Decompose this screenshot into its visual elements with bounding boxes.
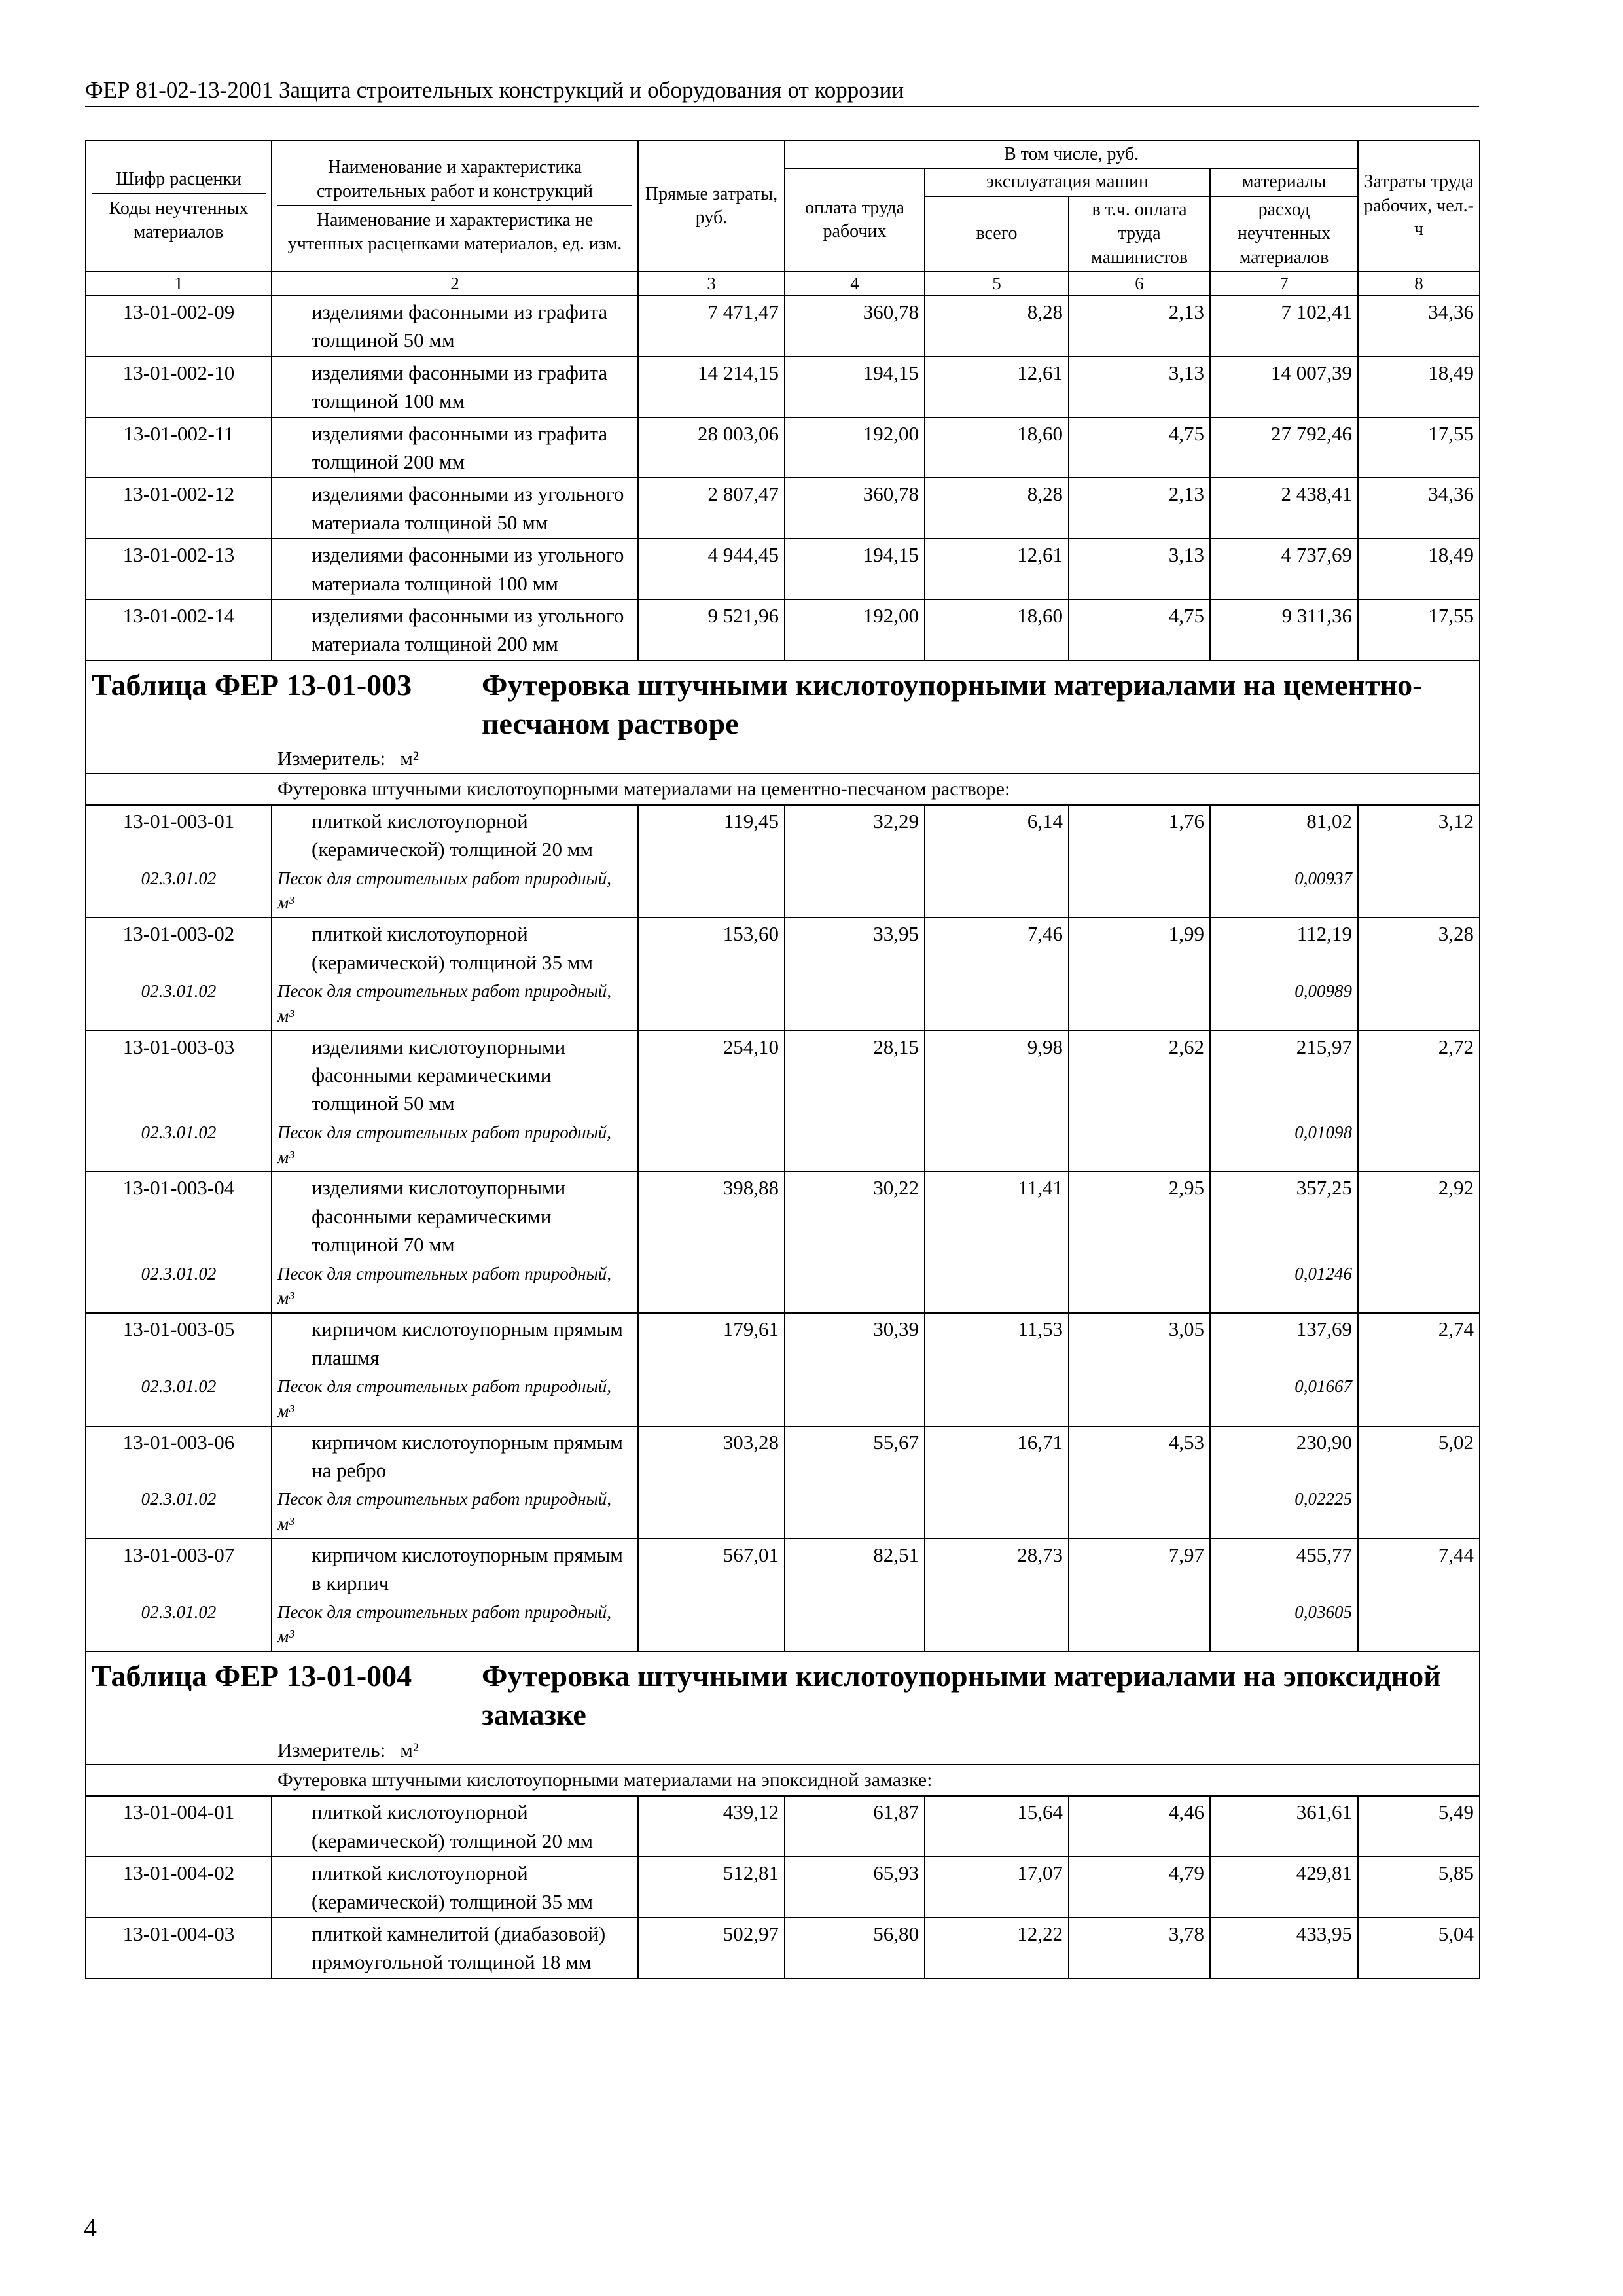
table-row — [86, 296, 1480, 357]
cell-mat: 215,97 — [1210, 1031, 1358, 1119]
group-title: Футеровка штучными кислотоупорными материалами на цементно-песчаном растворе: — [86, 774, 1480, 805]
cell-mach-labor: 3,13 — [1069, 357, 1210, 418]
empty-cell — [1069, 865, 1210, 918]
empty-cell — [785, 1599, 925, 1652]
measure-unit: м² — [400, 747, 419, 770]
empty-cell — [1069, 1373, 1210, 1426]
cell-mach: 12,61 — [925, 539, 1069, 600]
material-qty: 0,03605 — [1210, 1599, 1358, 1652]
rate-name: плиткой кислотоупорной (керамической) толщиной 35 мм — [272, 1857, 638, 1918]
cell-labor: 192,00 — [785, 600, 925, 660]
empty-cell — [925, 1599, 1069, 1652]
col2-header-bottom: Наименование и характеристика не учтенных расценками материалов, ед. изм. — [287, 209, 622, 255]
rate-name: плиткой кислотоупорной (керамической) толщиной 20 мм — [272, 805, 638, 865]
rate-code: 13-01-002-12 — [86, 478, 272, 539]
cell-mat: 14 007,39 — [1210, 357, 1358, 418]
cell-labor: 194,15 — [785, 357, 925, 418]
material-qty: 0,01246 — [1210, 1261, 1358, 1314]
empty-cell — [925, 865, 1069, 918]
cell-mach: 6,14 — [925, 805, 1069, 865]
materials-header: материалы — [1210, 168, 1358, 196]
rate-name: плиткой кислотоупорной (керамической) толщиной 35 мм — [272, 918, 638, 978]
cell-labor: 360,78 — [785, 478, 925, 539]
col6-header: в т.ч. оплата труда машинистов — [1069, 196, 1210, 272]
cell-mach-labor: 3,78 — [1069, 1918, 1210, 1979]
material-row — [86, 978, 1480, 1031]
cell-mach: 9,98 — [925, 1031, 1069, 1119]
cell-mach: 11,53 — [925, 1313, 1069, 1373]
column-number: 7 — [1210, 272, 1358, 296]
cell-labor: 65,93 — [785, 1857, 925, 1918]
cell-labor: 30,39 — [785, 1313, 925, 1373]
column-number: 2 — [272, 272, 638, 296]
cell-mach: 12,61 — [925, 357, 1069, 418]
cell-mat: 4 737,69 — [1210, 539, 1358, 600]
cell-hours: 3,28 — [1358, 918, 1480, 978]
cell-hours: 7,44 — [1358, 1539, 1480, 1599]
empty-cell — [638, 1486, 785, 1539]
cell-labor: 360,78 — [785, 296, 925, 357]
measure-label: Измеритель: — [277, 747, 386, 770]
measure — [92, 1736, 1474, 1764]
table-row — [86, 600, 1480, 660]
rate-code: 13-01-004-01 — [86, 1796, 272, 1857]
cell-mach: 17,07 — [925, 1857, 1069, 1918]
cell-hours: 34,36 — [1358, 478, 1480, 539]
cell-hours: 3,12 — [1358, 805, 1480, 865]
cell-mach-labor: 1,76 — [1069, 805, 1210, 865]
empty-cell — [638, 1261, 785, 1314]
cell-mach-labor: 4,75 — [1069, 418, 1210, 478]
page-header: ФЕР 81-02-13-2001 Защита строительных конструкций и оборудования от коррозии — [85, 77, 1479, 107]
col2-header-top: Наименование и характеристика строительных работ и конструкций — [277, 156, 632, 206]
table-row — [86, 539, 1480, 600]
cell-mach-labor: 3,13 — [1069, 539, 1210, 600]
material-row — [86, 1261, 1480, 1314]
cell-mach-labor: 4,46 — [1069, 1796, 1210, 1857]
cell-mach: 11,41 — [925, 1172, 1069, 1260]
empty-cell — [1358, 1119, 1480, 1172]
cell-mach-labor: 4,79 — [1069, 1857, 1210, 1918]
rate-name: изделиями фасонными из графита толщиной 50 мм — [272, 296, 638, 357]
rate-name: изделиями фасонными из угольного материала толщиной 100 мм — [272, 539, 638, 600]
empty-cell — [925, 1373, 1069, 1426]
cell-mach: 28,73 — [925, 1539, 1069, 1599]
cell-hours: 5,85 — [1358, 1857, 1480, 1918]
cell-mach-labor: 2,13 — [1069, 296, 1210, 357]
cell-mat: 2 438,41 — [1210, 478, 1358, 539]
cell-mach-labor: 4,53 — [1069, 1426, 1210, 1486]
cell-labor: 194,15 — [785, 539, 925, 600]
cell-hours: 2,74 — [1358, 1313, 1480, 1373]
cell-direct: 153,60 — [638, 918, 785, 978]
empty-cell — [925, 1486, 1069, 1539]
cell-mach: 8,28 — [925, 478, 1069, 539]
cell-mach-labor: 2,62 — [1069, 1031, 1210, 1119]
cell-direct: 254,10 — [638, 1031, 785, 1119]
table-id: Таблица ФЕР 13-01-003 — [92, 668, 412, 702]
measure — [92, 744, 1474, 772]
cell-labor: 33,95 — [785, 918, 925, 978]
machines-header: эксплуатация машин — [925, 168, 1210, 196]
material-qty: 0,00989 — [1210, 978, 1358, 1031]
cell-direct: 398,88 — [638, 1172, 785, 1260]
empty-cell — [925, 1261, 1069, 1314]
cell-direct: 7 471,47 — [638, 296, 785, 357]
table-row — [86, 1796, 1480, 1857]
cell-direct: 502,97 — [638, 1918, 785, 1979]
cell-mach-labor: 2,13 — [1069, 478, 1210, 539]
cell-labor: 28,15 — [785, 1031, 925, 1119]
cell-mat: 81,02 — [1210, 805, 1358, 865]
rate-code: 13-01-004-02 — [86, 1857, 272, 1918]
empty-cell — [785, 1119, 925, 1172]
empty-cell — [1069, 1486, 1210, 1539]
col4-header: оплата труда рабочих — [785, 168, 925, 272]
cell-mach: 12,22 — [925, 1918, 1069, 1979]
rate-code: 13-01-002-09 — [86, 296, 272, 357]
cell-labor: 32,29 — [785, 805, 925, 865]
table-caption-title — [92, 666, 1474, 744]
column-number: 1 — [86, 272, 272, 296]
empty-cell — [785, 1261, 925, 1314]
cell-mat: 433,95 — [1210, 1918, 1358, 1979]
rate-name: изделиями кислотоупорными фасонными керамическими толщиной 50 мм — [272, 1031, 638, 1119]
cell-mach: 16,71 — [925, 1426, 1069, 1486]
cell-mach-labor: 3,05 — [1069, 1313, 1210, 1373]
empty-cell — [785, 865, 925, 918]
material-code: 02.3.01.02 — [86, 1486, 272, 1539]
table-title: Футеровка штучными кислотоупорными материалами на цементно-песчаном растворе — [482, 668, 1423, 740]
table-row — [86, 357, 1480, 418]
table-caption-title — [92, 1657, 1474, 1734]
col3-header: Прямые затраты, руб. — [638, 141, 785, 272]
cell-direct: 439,12 — [638, 1796, 785, 1857]
cell-labor: 56,80 — [785, 1918, 925, 1979]
col1-header-bottom: Коды неучтенных материалов — [109, 198, 249, 243]
empty-cell — [1358, 978, 1480, 1031]
empty-cell — [785, 1373, 925, 1426]
cell-labor: 55,67 — [785, 1426, 925, 1486]
cell-mat: 7 102,41 — [1210, 296, 1358, 357]
table-row — [86, 1313, 1480, 1373]
rate-code: 13-01-003-02 — [86, 918, 272, 978]
column-number: 3 — [638, 272, 785, 296]
table-caption-row — [86, 1651, 1480, 1765]
col1-header-top: Шифр расценки — [92, 168, 266, 194]
cell-direct: 567,01 — [638, 1539, 785, 1599]
cell-direct: 119,45 — [638, 805, 785, 865]
material-qty: 0,00937 — [1210, 865, 1358, 918]
empty-cell — [785, 978, 925, 1031]
cell-mach: 18,60 — [925, 418, 1069, 478]
cell-mat: 230,90 — [1210, 1426, 1358, 1486]
material-row — [86, 1373, 1480, 1426]
material-name: Песок для строительных работ природный, м³ — [272, 1261, 638, 1314]
empty-cell — [925, 978, 1069, 1031]
empty-cell — [1358, 1486, 1480, 1539]
cell-direct: 2 807,47 — [638, 478, 785, 539]
cell-labor: 192,00 — [785, 418, 925, 478]
cell-direct: 9 521,96 — [638, 600, 785, 660]
table-row — [86, 1031, 1480, 1119]
material-name: Песок для строительных работ природный, м³ — [272, 865, 638, 918]
cell-hours: 17,55 — [1358, 600, 1480, 660]
cell-mat: 357,25 — [1210, 1172, 1358, 1260]
cell-labor: 30,22 — [785, 1172, 925, 1260]
col8-header: Затраты труда рабочих, чел.-ч — [1358, 141, 1480, 272]
cell-mach: 15,64 — [925, 1796, 1069, 1857]
table-caption — [86, 1651, 1480, 1765]
cell-mach: 7,46 — [925, 918, 1069, 978]
table-row — [86, 805, 1480, 865]
cell-mat: 455,77 — [1210, 1539, 1358, 1599]
cell-hours: 2,72 — [1358, 1031, 1480, 1119]
table-row — [86, 478, 1480, 539]
cell-direct: 14 214,15 — [638, 357, 785, 418]
table-row — [86, 1172, 1480, 1260]
rate-name: кирпичом кислотоупорным прямым на ребро — [272, 1426, 638, 1486]
rate-code: 13-01-003-04 — [86, 1172, 272, 1260]
empty-cell — [1358, 1261, 1480, 1314]
rate-name: плиткой камнелитой (диабазовой) прямоугольной толщиной 18 мм — [272, 1918, 638, 1979]
table-id: Таблица ФЕР 13-01-004 — [92, 1659, 412, 1693]
cell-mat: 9 311,36 — [1210, 600, 1358, 660]
material-code: 02.3.01.02 — [86, 1261, 272, 1314]
cell-hours: 17,55 — [1358, 418, 1480, 478]
cell-labor: 82,51 — [785, 1539, 925, 1599]
material-code: 02.3.01.02 — [86, 1119, 272, 1172]
empty-cell — [1358, 1599, 1480, 1652]
empty-cell — [925, 1119, 1069, 1172]
cell-hours: 5,04 — [1358, 1918, 1480, 1979]
table-body — [86, 296, 1480, 1979]
cell-direct: 28 003,06 — [638, 418, 785, 478]
material-name: Песок для строительных работ природный, м³ — [272, 1119, 638, 1172]
measure-unit: м² — [400, 1738, 419, 1762]
empty-cell — [785, 1486, 925, 1539]
rate-code: 13-01-002-14 — [86, 600, 272, 660]
table-row — [86, 918, 1480, 978]
material-row — [86, 1599, 1480, 1652]
empty-cell — [1069, 1261, 1210, 1314]
rate-name: изделиями фасонными из угольного материала толщиной 200 мм — [272, 600, 638, 660]
cell-hours: 5,02 — [1358, 1426, 1480, 1486]
material-qty: 0,01667 — [1210, 1373, 1358, 1426]
column-number: 4 — [785, 272, 925, 296]
table-row — [86, 1857, 1480, 1918]
group-title: Футеровка штучными кислотоупорными материалами на эпоксидной замазке: — [86, 1765, 1480, 1796]
column-number: 6 — [1069, 272, 1210, 296]
material-row — [86, 1119, 1480, 1172]
cell-mach-labor: 4,75 — [1069, 600, 1210, 660]
cell-direct: 512,81 — [638, 1857, 785, 1918]
cell-labor: 61,87 — [785, 1796, 925, 1857]
material-code: 02.3.01.02 — [86, 1373, 272, 1426]
cell-hours: 34,36 — [1358, 296, 1480, 357]
rate-code: 13-01-003-06 — [86, 1426, 272, 1486]
material-code: 02.3.01.02 — [86, 865, 272, 918]
rate-code: 13-01-003-05 — [86, 1313, 272, 1373]
empty-cell — [638, 1373, 785, 1426]
page-number: 4 — [84, 2213, 97, 2242]
rate-code: 13-01-003-03 — [86, 1031, 272, 1119]
incl-header: В том числе, руб. — [785, 141, 1358, 168]
empty-cell — [638, 978, 785, 1031]
cell-direct: 179,61 — [638, 1313, 785, 1373]
cell-mach-labor: 2,95 — [1069, 1172, 1210, 1260]
cell-mat: 429,81 — [1210, 1857, 1358, 1918]
rate-name: изделиями фасонными из графита толщиной 200 мм — [272, 418, 638, 478]
col5-header: всего — [925, 196, 1069, 272]
rate-name: плиткой кислотоупорной (керамической) толщиной 20 мм — [272, 1796, 638, 1857]
cell-mat: 112,19 — [1210, 918, 1358, 978]
rate-name: изделиями фасонными из графита толщиной 100 мм — [272, 357, 638, 418]
rate-code: 13-01-002-13 — [86, 539, 272, 600]
table-row — [86, 1539, 1480, 1599]
material-row — [86, 1486, 1480, 1539]
rates-table — [85, 140, 1480, 1979]
material-name: Песок для строительных работ природный, м³ — [272, 978, 638, 1031]
empty-cell — [638, 1119, 785, 1172]
material-name: Песок для строительных работ природный, м³ — [272, 1599, 638, 1652]
cell-mach: 8,28 — [925, 296, 1069, 357]
group-row — [86, 774, 1480, 805]
material-qty: 0,01098 — [1210, 1119, 1358, 1172]
cell-direct: 4 944,45 — [638, 539, 785, 600]
rate-name: кирпичом кислотоупорным прямым плашмя — [272, 1313, 638, 1373]
rate-code: 13-01-003-07 — [86, 1539, 272, 1599]
cell-mach-labor: 7,97 — [1069, 1539, 1210, 1599]
material-name: Песок для строительных работ природный, м³ — [272, 1373, 638, 1426]
col2-header — [272, 141, 638, 272]
rate-code: 13-01-002-10 — [86, 357, 272, 418]
rate-name: кирпичом кислотоупорным прямым в кирпич — [272, 1539, 638, 1599]
rate-name: изделиями кислотоупорными фасонными керамическими толщиной 70 мм — [272, 1172, 638, 1260]
rate-code: 13-01-002-11 — [86, 418, 272, 478]
empty-cell — [638, 1599, 785, 1652]
empty-cell — [1069, 978, 1210, 1031]
cell-hours: 2,92 — [1358, 1172, 1480, 1260]
material-row — [86, 865, 1480, 918]
table-row — [86, 418, 1480, 478]
material-qty: 0,02225 — [1210, 1486, 1358, 1539]
empty-cell — [1069, 1119, 1210, 1172]
rate-code: 13-01-003-01 — [86, 805, 272, 865]
table-row — [86, 1426, 1480, 1486]
material-code: 02.3.01.02 — [86, 1599, 272, 1652]
measure-label: Измеритель: — [277, 1738, 386, 1762]
cell-mach: 18,60 — [925, 600, 1069, 660]
group-row — [86, 1765, 1480, 1796]
empty-cell — [1069, 1599, 1210, 1652]
empty-cell — [1358, 865, 1480, 918]
cell-mach-labor: 1,99 — [1069, 918, 1210, 978]
table-caption — [86, 660, 1480, 774]
cell-mat: 137,69 — [1210, 1313, 1358, 1373]
material-name: Песок для строительных работ природный, м³ — [272, 1486, 638, 1539]
cell-mat: 27 792,46 — [1210, 418, 1358, 478]
col7-header: расход неучтенных материалов — [1210, 196, 1358, 272]
table-row — [86, 1918, 1480, 1979]
cell-hours: 5,49 — [1358, 1796, 1480, 1857]
col1-header — [86, 141, 272, 272]
cell-mat: 361,61 — [1210, 1796, 1358, 1857]
table-title: Футеровка штучными кислотоупорными материалами на эпоксидной замазке — [482, 1659, 1441, 1732]
material-code: 02.3.01.02 — [86, 978, 272, 1031]
cell-hours: 18,49 — [1358, 539, 1480, 600]
column-number: 8 — [1358, 272, 1480, 296]
empty-cell — [638, 865, 785, 918]
cell-hours: 18,49 — [1358, 357, 1480, 418]
rate-code: 13-01-004-03 — [86, 1918, 272, 1979]
table-caption-row — [86, 660, 1480, 774]
column-numbers-row — [86, 272, 1480, 296]
empty-cell — [1358, 1373, 1480, 1426]
column-number: 5 — [925, 272, 1069, 296]
rate-name: изделиями фасонными из угольного материала толщиной 50 мм — [272, 478, 638, 539]
cell-direct: 303,28 — [638, 1426, 785, 1486]
